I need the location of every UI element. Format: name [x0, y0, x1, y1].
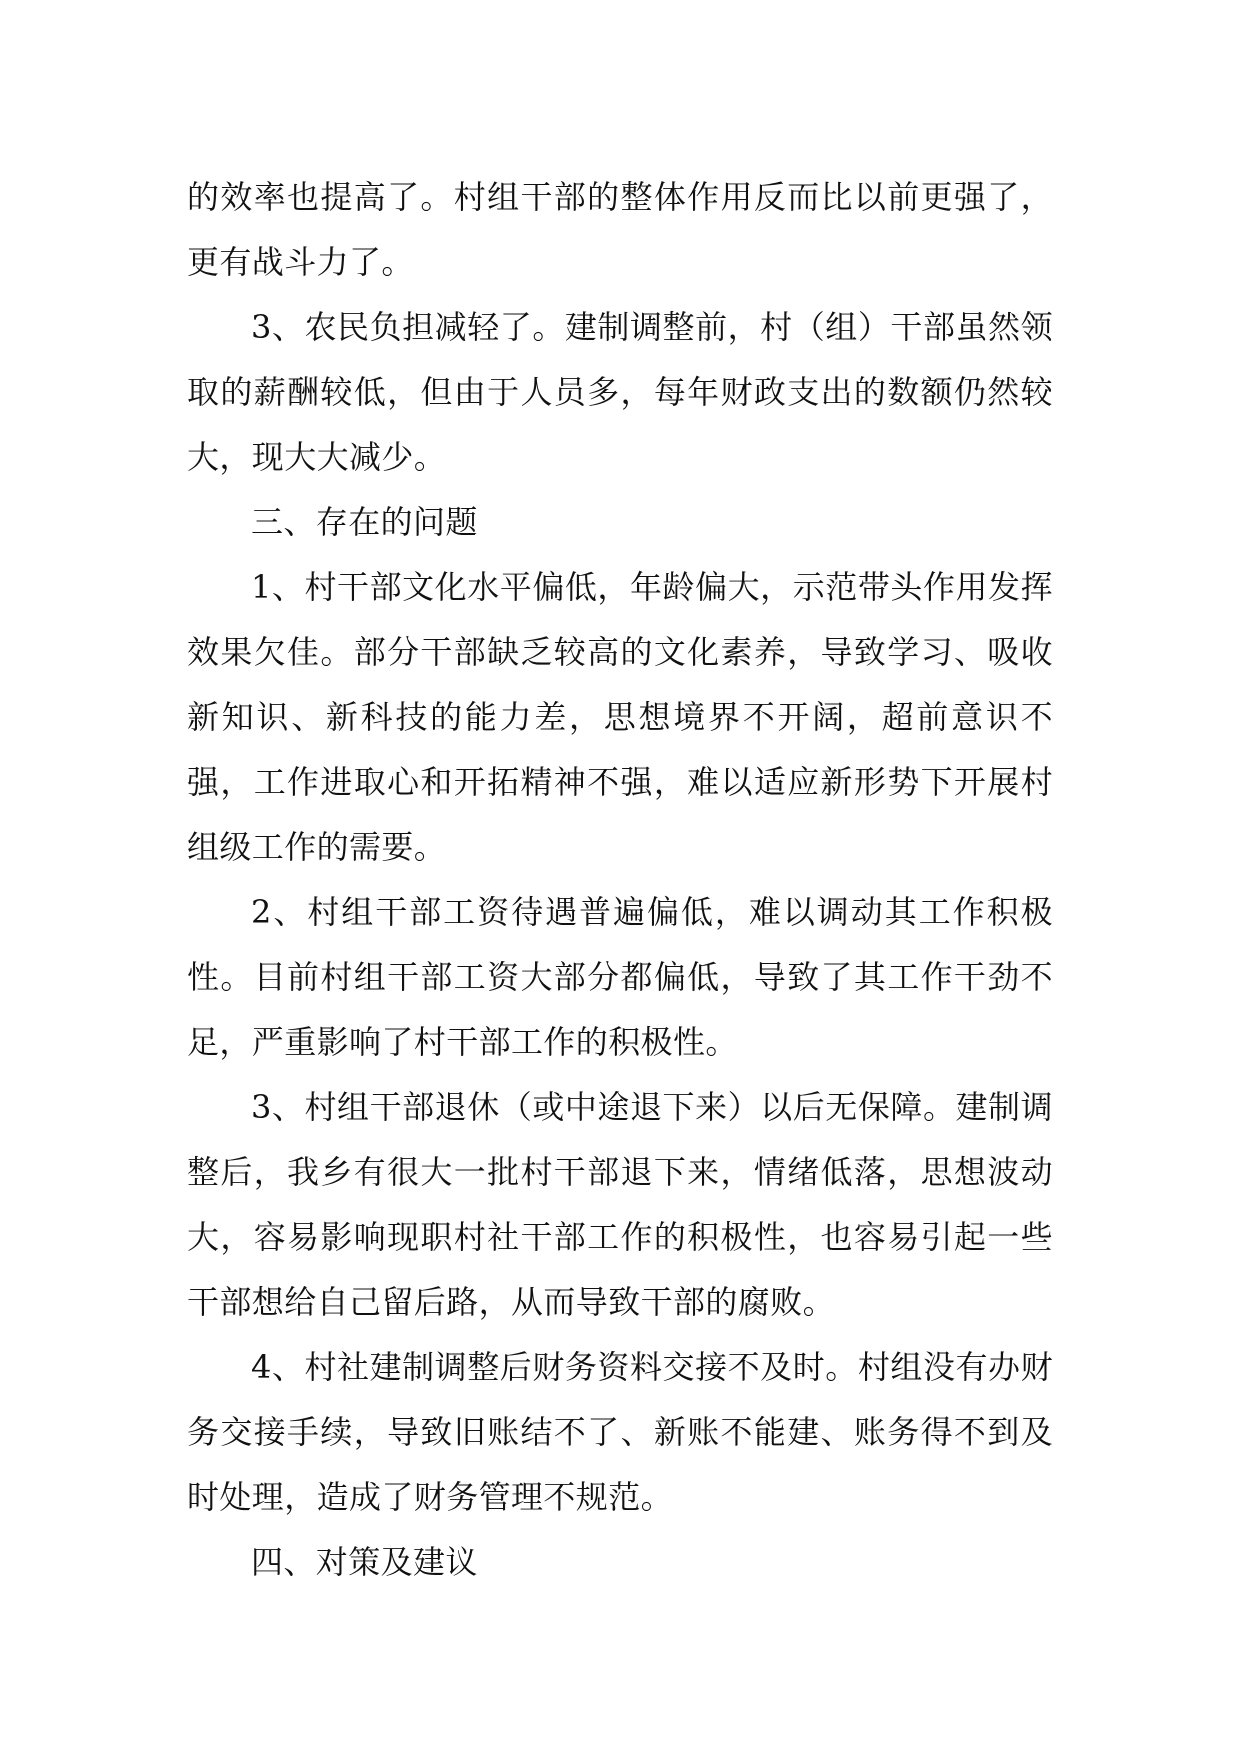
paragraph-text: 的效率也提高了。村组干部的整体作用反而比以前更强了，更有战斗力了。	[187, 178, 1053, 281]
paragraph-number: 3	[251, 308, 272, 346]
paragraph-text: 、村干部文化水平偏低，年龄偏大，示范带头作用发挥效果欠佳。部分干部缺乏较高的文化素养，导致学习、吸收新知识、新科技的能力差，思想境界不开阔，超前意识不强，工作进取心和开拓精神不强，难以适应新形势下开展村组级工作的需要。	[187, 568, 1053, 866]
paragraph-text: 、村组干部工资待遇普遍偏低，难以调动其工作积极性。目前村组干部工资大部分都偏低，导致了其工作干劲不足，严重影响了村干部工作的积极性。	[187, 893, 1053, 1061]
paragraph-number: 1	[251, 568, 272, 606]
paragraph-text: 、村组干部退休（或中途退下来）以后无保障。建制调整后，我乡有很大一批村干部退下来，情绪低落，思想波动大，容易影响现职村社干部工作的积极性，也容易引起一些干部想给自己留后路，从而导致干部的腐败。	[187, 1088, 1053, 1321]
paragraph-number: 3	[251, 1088, 272, 1126]
paragraph-continuation	[187, 165, 1053, 295]
heading-text: 四、对策及建议	[251, 1543, 478, 1581]
paragraph-number: 2	[251, 893, 272, 931]
section-heading-suggestions	[187, 1530, 1053, 1595]
paragraph-number: 4	[251, 1348, 272, 1386]
paragraph-item-2-wages	[187, 880, 1053, 1075]
paragraph-item-4-finance	[187, 1335, 1053, 1530]
heading-text: 三、存在的问题	[251, 503, 478, 541]
paragraph-item-1-education	[187, 555, 1053, 880]
document-body	[187, 165, 1053, 1595]
paragraph-item-3-burden	[187, 295, 1053, 490]
section-heading-problems	[187, 490, 1053, 555]
paragraph-item-3-retirement	[187, 1075, 1053, 1335]
paragraph-text: 、村社建制调整后财务资料交接不及时。村组没有办财务交接手续，导致旧账结不了、新账不能建、账务得不到及时处理，造成了财务管理不规范。	[187, 1348, 1053, 1516]
paragraph-text: 、农民负担减轻了。建制调整前，村（组）干部虽然领取的薪酬较低，但由于人员多，每年财政支出的数额仍然较大，现大大减少。	[187, 308, 1053, 476]
